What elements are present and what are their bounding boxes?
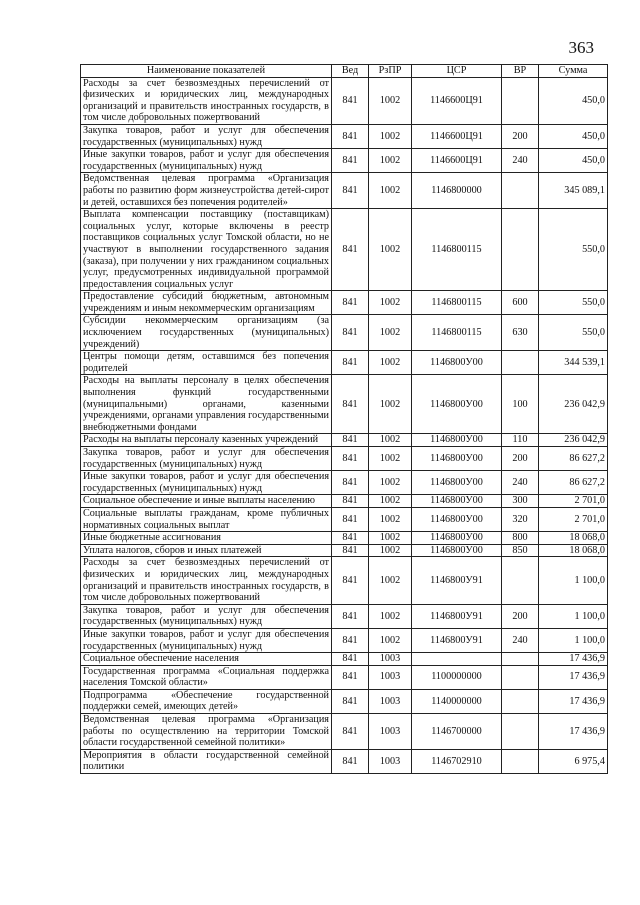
cell-sum: 1 100,0 — [539, 604, 608, 628]
cell-sum: 17 436,9 — [539, 689, 608, 713]
cell-name: Иные закупки товаров, работ и услуг для обеспечения государственных (муниципальных) нужд — [81, 149, 332, 173]
cell-sum: 86 627,2 — [539, 447, 608, 471]
cell-rzpr: 1002 — [369, 315, 412, 351]
cell-vr — [502, 557, 539, 604]
cell-vr: 200 — [502, 604, 539, 628]
table-row — [81, 544, 608, 557]
cell-name: Субсидии некоммерческим организациям (за исключением государственных (муниципальных) учреждений) — [81, 315, 332, 351]
cell-ved: 841 — [332, 434, 369, 447]
cell-csr: 1146800115 — [412, 315, 502, 351]
table-row — [81, 351, 608, 375]
cell-name: Иные закупки товаров, работ и услуг для обеспечения государственных (муниципальных) нужд — [81, 471, 332, 495]
cell-sum: 18 068,0 — [539, 532, 608, 545]
cell-rzpr: 1002 — [369, 495, 412, 508]
cell-rzpr: 1003 — [369, 665, 412, 689]
cell-csr: 1146800У91 — [412, 628, 502, 652]
cell-ved: 841 — [332, 557, 369, 604]
cell-ved: 841 — [332, 532, 369, 545]
cell-ved: 841 — [332, 173, 369, 209]
cell-rzpr: 1003 — [369, 689, 412, 713]
cell-rzpr: 1002 — [369, 604, 412, 628]
cell-rzpr: 1002 — [369, 77, 412, 124]
cell-vr — [502, 714, 539, 750]
cell-sum: 86 627,2 — [539, 471, 608, 495]
cell-vr: 240 — [502, 628, 539, 652]
header-sum: Сумма — [539, 65, 608, 78]
cell-ved: 841 — [332, 604, 369, 628]
table-row — [81, 149, 608, 173]
cell-ved: 841 — [332, 77, 369, 124]
cell-vr: 850 — [502, 544, 539, 557]
header-csr: ЦСР — [412, 65, 502, 78]
table-row — [81, 375, 608, 434]
cell-vr — [502, 209, 539, 291]
cell-rzpr: 1002 — [369, 471, 412, 495]
cell-ved: 841 — [332, 149, 369, 173]
cell-vr: 800 — [502, 532, 539, 545]
cell-name: Социальное обеспечение и иные выплаты населению — [81, 495, 332, 508]
cell-vr: 240 — [502, 471, 539, 495]
cell-ved: 841 — [332, 351, 369, 375]
cell-vr: 320 — [502, 507, 539, 531]
cell-csr: 1146600Ц91 — [412, 77, 502, 124]
cell-name: Мероприятия в области государственной семейной политики — [81, 749, 332, 773]
table-row — [81, 749, 608, 773]
cell-ved: 841 — [332, 124, 369, 148]
cell-name: Закупка товаров, работ и услуг для обеспечения государственных (муниципальных) нужд — [81, 447, 332, 471]
cell-sum: 450,0 — [539, 77, 608, 124]
table-row — [81, 653, 608, 666]
cell-sum: 17 436,9 — [539, 714, 608, 750]
cell-ved: 841 — [332, 495, 369, 508]
cell-csr: 1146800У00 — [412, 434, 502, 447]
cell-vr: 200 — [502, 124, 539, 148]
cell-ved: 841 — [332, 375, 369, 434]
header-vr: ВР — [502, 65, 539, 78]
page-number: 363 — [568, 38, 594, 57]
table-row — [81, 689, 608, 713]
cell-name: Предоставление субсидий бюджетным, автономным учреждениям и иным некоммерческим организациям — [81, 291, 332, 315]
cell-rzpr: 1002 — [369, 209, 412, 291]
cell-sum: 550,0 — [539, 291, 608, 315]
cell-name: Уплата налогов, сборов и иных платежей — [81, 544, 332, 557]
cell-ved: 841 — [332, 209, 369, 291]
cell-sum: 550,0 — [539, 209, 608, 291]
cell-name: Закупка товаров, работ и услуг для обеспечения государственных (муниципальных) нужд — [81, 124, 332, 148]
cell-csr: 1146600Ц91 — [412, 124, 502, 148]
cell-csr: 1100000000 — [412, 665, 502, 689]
cell-name: Расходы за счет безвозмездных перечислений от физических и юридических лиц, международных организаций и правительств иностранных государств, в том числе добровольных пожертвований — [81, 557, 332, 604]
cell-ved: 841 — [332, 544, 369, 557]
cell-ved: 841 — [332, 315, 369, 351]
cell-csr — [412, 653, 502, 666]
cell-rzpr: 1003 — [369, 653, 412, 666]
cell-sum: 450,0 — [539, 124, 608, 148]
cell-rzpr: 1002 — [369, 447, 412, 471]
cell-rzpr: 1003 — [369, 714, 412, 750]
cell-sum: 236 042,9 — [539, 375, 608, 434]
table-row — [81, 665, 608, 689]
table-row — [81, 604, 608, 628]
cell-csr: 1146800У00 — [412, 375, 502, 434]
cell-csr: 1146800115 — [412, 291, 502, 315]
cell-name: Иные закупки товаров, работ и услуг для обеспечения государственных (муниципальных) нужд — [81, 628, 332, 652]
cell-name: Расходы на выплаты персоналу казенных учреждений — [81, 434, 332, 447]
cell-rzpr: 1002 — [369, 291, 412, 315]
cell-vr — [502, 653, 539, 666]
cell-sum: 17 436,9 — [539, 665, 608, 689]
cell-sum: 6 975,4 — [539, 749, 608, 773]
cell-csr: 1146600Ц91 — [412, 149, 502, 173]
cell-vr: 600 — [502, 291, 539, 315]
cell-csr: 1146702910 — [412, 749, 502, 773]
cell-vr: 630 — [502, 315, 539, 351]
table-row — [81, 77, 608, 124]
cell-sum: 236 042,9 — [539, 434, 608, 447]
cell-ved: 841 — [332, 291, 369, 315]
cell-ved: 841 — [332, 665, 369, 689]
cell-csr: 1146800У00 — [412, 471, 502, 495]
cell-name: Выплата компенсации поставщику (поставщикам) социальных услуг, которые включены в реестр поставщиков социальных услуг Томской области, но не участвуют в выполнении государственного задания (заказа), при получении у них гражданином социальных услуг, предусмотренных индивидуальной программой предоставления социальных услуг — [81, 209, 332, 291]
cell-name: Закупка товаров, работ и услуг для обеспечения государственных (муниципальных) нужд — [81, 604, 332, 628]
cell-name: Расходы на выплаты персоналу в целях обеспечения выполнения функций государственными (муниципальными) органами, казенными учреждениями, органами управления государственными внебюджетными фондами — [81, 375, 332, 434]
cell-csr: 1146800У00 — [412, 507, 502, 531]
table-row — [81, 471, 608, 495]
cell-vr — [502, 173, 539, 209]
cell-rzpr: 1002 — [369, 628, 412, 652]
cell-name: Ведомственная целевая программа «Организация работы по развитию форм жизнеустройства детей-сирот и детей, оставшихся без попечения родителей» — [81, 173, 332, 209]
cell-sum: 2 701,0 — [539, 495, 608, 508]
cell-ved: 841 — [332, 471, 369, 495]
cell-ved: 841 — [332, 653, 369, 666]
cell-sum: 345 089,1 — [539, 173, 608, 209]
table-row — [81, 209, 608, 291]
header-name: Наименование показателей — [81, 65, 332, 78]
table-row — [81, 507, 608, 531]
cell-sum: 1 100,0 — [539, 628, 608, 652]
header-rzpr: РзПР — [369, 65, 412, 78]
cell-ved: 841 — [332, 714, 369, 750]
table-row — [81, 714, 608, 750]
cell-rzpr: 1002 — [369, 351, 412, 375]
cell-vr — [502, 749, 539, 773]
cell-vr — [502, 689, 539, 713]
table-row — [81, 434, 608, 447]
cell-name: Центры помощи детям, оставшимся без попечения родителей — [81, 351, 332, 375]
cell-ved: 841 — [332, 507, 369, 531]
cell-rzpr: 1002 — [369, 434, 412, 447]
header-ved: Вед — [332, 65, 369, 78]
cell-ved: 841 — [332, 689, 369, 713]
cell-csr: 1140000000 — [412, 689, 502, 713]
cell-sum: 17 436,9 — [539, 653, 608, 666]
cell-rzpr: 1002 — [369, 557, 412, 604]
table-row — [81, 628, 608, 652]
cell-ved: 841 — [332, 447, 369, 471]
cell-rzpr: 1002 — [369, 124, 412, 148]
table-row — [81, 291, 608, 315]
cell-sum: 2 701,0 — [539, 507, 608, 531]
table-row — [81, 315, 608, 351]
cell-sum: 450,0 — [539, 149, 608, 173]
cell-vr: 300 — [502, 495, 539, 508]
cell-csr: 1146800У91 — [412, 604, 502, 628]
cell-sum: 550,0 — [539, 315, 608, 351]
cell-rzpr: 1002 — [369, 544, 412, 557]
budget-table — [80, 64, 608, 774]
cell-sum: 344 539,1 — [539, 351, 608, 375]
cell-sum: 1 100,0 — [539, 557, 608, 604]
table-row — [81, 557, 608, 604]
cell-csr: 1146800000 — [412, 173, 502, 209]
cell-csr: 1146800115 — [412, 209, 502, 291]
cell-csr: 1146700000 — [412, 714, 502, 750]
cell-vr: 110 — [502, 434, 539, 447]
cell-vr: 100 — [502, 375, 539, 434]
table-row — [81, 532, 608, 545]
cell-csr: 1146800У00 — [412, 447, 502, 471]
cell-name: Расходы за счет безвозмездных перечислений от физических и юридических лиц, международных организаций и правительств иностранных государств, в том числе добровольных пожертвований — [81, 77, 332, 124]
cell-ved: 841 — [332, 749, 369, 773]
cell-rzpr: 1002 — [369, 173, 412, 209]
cell-vr: 200 — [502, 447, 539, 471]
cell-csr: 1146800У00 — [412, 495, 502, 508]
cell-rzpr: 1002 — [369, 149, 412, 173]
cell-csr: 1146800У00 — [412, 544, 502, 557]
cell-ved: 841 — [332, 628, 369, 652]
cell-sum: 18 068,0 — [539, 544, 608, 557]
cell-rzpr: 1003 — [369, 749, 412, 773]
cell-csr: 1146800У91 — [412, 557, 502, 604]
cell-vr — [502, 77, 539, 124]
cell-vr — [502, 351, 539, 375]
cell-csr: 1146800У00 — [412, 351, 502, 375]
cell-rzpr: 1002 — [369, 375, 412, 434]
table-row — [81, 447, 608, 471]
cell-vr: 240 — [502, 149, 539, 173]
table-row — [81, 124, 608, 148]
table-header-row — [81, 65, 608, 78]
cell-name: Социальные выплаты гражданам, кроме публичных нормативных социальных выплат — [81, 507, 332, 531]
table-row — [81, 495, 608, 508]
cell-csr: 1146800У00 — [412, 532, 502, 545]
cell-name: Иные бюджетные ассигнования — [81, 532, 332, 545]
cell-vr — [502, 665, 539, 689]
cell-name: Социальное обеспечение населения — [81, 653, 332, 666]
table-row — [81, 173, 608, 209]
cell-name: Подпрограмма «Обеспечение государственной поддержки семей, имеющих детей» — [81, 689, 332, 713]
cell-name: Государственная программа «Социальная поддержка населения Томской области» — [81, 665, 332, 689]
cell-name: Ведомственная целевая программа «Организация работы по осуществлению на территории Томской области государственной семейной политики» — [81, 714, 332, 750]
cell-rzpr: 1002 — [369, 507, 412, 531]
cell-rzpr: 1002 — [369, 532, 412, 545]
